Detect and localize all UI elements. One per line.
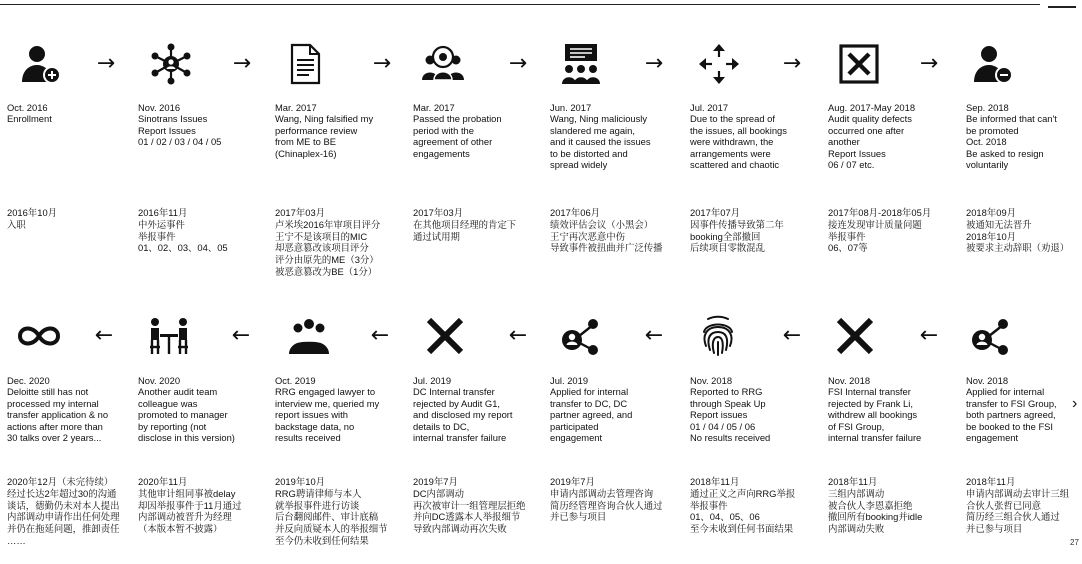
- share-user-icon: [969, 314, 1013, 358]
- event-cn-text: 2020年11月 其他审计组同事被delay 却因举报事件于11月通过 内部调动被晋升为经理 （本版本暂不披露）: [138, 476, 242, 535]
- event-cn-text: 2018年09月 被通知无法晋升 2018年10月 被要求主动辞职（劝退）: [966, 207, 1070, 254]
- event-en-text: Nov. 2018 Reported to RRG through Speak Up Report issues 01 / 04 / 05 / 06 No results received: [690, 375, 771, 444]
- arrow-left-icon: ←: [94, 323, 114, 348]
- audience-group-icon: [287, 314, 331, 358]
- arrow-left-icon: ←: [231, 323, 251, 348]
- scatter-arrows-icon: [697, 42, 741, 86]
- arrow-right-icon: →: [644, 51, 664, 76]
- infinity-icon: [17, 314, 61, 358]
- event-en-text: Jul. 2019 DC Internal transfer rejected by Audit G1, and disclosed my report details to DC, internal transfer failure: [413, 375, 513, 444]
- event-cn-text: 2017年03月 在其他项目经理的肯定下 通过试用期: [413, 207, 517, 242]
- event-en-text: Mar. 2017 Passed the probation period with the agreement of other engagements: [413, 102, 502, 159]
- fingerprint-icon: [696, 314, 740, 358]
- continue-mark: ›: [1072, 395, 1078, 412]
- event-cn-text: 2017年03月 卢米埃2016年审项目评分 王宁不是该项目的MIC 却恶意篡改该项目评分 评分由原先的ME（3分） 被恶意篡改为BE（1分）: [275, 207, 381, 277]
- event-en-text: Jul. 2017 Due to the spread of the issues, all bookings were withdrawn, the arrangements were scattered and chaotic: [690, 102, 787, 171]
- remove-user-icon: [971, 42, 1015, 86]
- event-cn-text: 2019年7月 DC内部调动 再次被审计一组管理层拒绝 并向DC透露本人举报细节 导致内部调动再次失败: [413, 476, 526, 535]
- presentation-group-icon: [559, 42, 603, 86]
- arrow-left-icon: ←: [508, 323, 528, 348]
- event-en-text: Oct. 2019 RRG engaged lawyer to interview me, queried my report issues with backstage data, no results received: [275, 375, 380, 444]
- event-en-text: Sep. 2018 Be informed that can't be promoted Oct. 2018 Be asked to resign voluntarily: [966, 102, 1057, 171]
- event-cn-text: 2017年07月 因事件传播导致第二年 booking全部撤回 后续项目零散混乱: [690, 207, 784, 254]
- event-cn-text: 2019年7月 申请内部调动去管理咨询 简历经管理咨询合伙人通过 并已参与项目: [550, 476, 663, 523]
- event-cn-text: 2018年11月 申请内部调动去审计三组 合伙人张哲已同意 简历经三组合伙人通过 并已参与项目: [966, 476, 1070, 535]
- event-cn-text: 2016年10月 入职: [7, 207, 58, 230]
- event-en-text: Jul. 2019 Applied for internal transfer to DC, DC partner agreed, and participated engagement: [550, 375, 633, 444]
- arrow-left-icon: ←: [782, 323, 802, 348]
- add-user-icon: [19, 42, 63, 86]
- arrow-left-icon: ←: [370, 323, 390, 348]
- arrow-right-icon: →: [232, 51, 252, 76]
- event-cn-text: 2020年12月（未完待续） 经过长达2年超过30的沟通 谈话，德勤仍未对本人提出 内部调动申请作出任何处理 并仍在拖延问题，推卸责任 ……: [7, 476, 120, 546]
- event-en-text: Nov. 2020 Another audit team colleague was promoted to manager by reporting (not disclose in this version): [138, 375, 235, 444]
- event-en-text: Mar. 2017 Wang, Ning falsified my performance review from ME to BE (Chinaplex-16): [275, 102, 374, 159]
- arrow-right-icon: →: [782, 51, 802, 76]
- top-rule: [0, 4, 1040, 5]
- event-en-text: Nov. 2016 Sinotrans Issues Report Issues 01 / 02 / 03 / 04 / 05: [138, 102, 222, 148]
- cross-mark-icon: [423, 314, 467, 358]
- event-en-text: Jun. 2017 Wang, Ning maliciously slandered me again, and it caused the issues to be distorted and spread widely: [550, 102, 651, 171]
- document-icon: [283, 42, 327, 86]
- share-user-icon: [559, 314, 603, 358]
- arrow-left-icon: ←: [644, 323, 664, 348]
- arrow-right-icon: →: [919, 51, 939, 76]
- top-corner-box: [1048, 0, 1076, 8]
- event-en-text: Dec. 2020 Deloitte still has not processed my internal transfer application & no actions after more than 30 talks over 2 years...: [7, 375, 109, 444]
- arrow-right-icon: →: [372, 51, 392, 76]
- event-en-text: Oct. 2016 Enrollment: [7, 102, 52, 125]
- page-number: 27: [1070, 538, 1079, 547]
- close-box-icon: [837, 42, 881, 86]
- event-cn-text: 2017年06月 绩效评估会议（小黑会） 王宁再次恶意中伤 导致事件被扭曲并广泛传播: [550, 207, 663, 254]
- event-en-text: Nov. 2018 Applied for internal transfer to FSI Group, both partners agreed, be booked to the FSI engagement: [966, 375, 1057, 444]
- cross-mark-icon: [833, 314, 877, 358]
- event-en-text: Aug. 2017-May 2018 Audit quality defects occurred one after another Report Issues 06 / 07 etc.: [828, 102, 916, 171]
- arrow-right-icon: →: [96, 51, 116, 76]
- event-cn-text: 2017年08月-2018年05月 接连发现审计质量问题 举报事件 06、07等: [828, 207, 932, 254]
- network-hub-icon: [149, 42, 193, 86]
- team-meeting-icon: [421, 42, 465, 86]
- event-cn-text: 2019年10月 RRG聘请律师与本人 就举报事件进行访谈 后台翻阅邮件、审计底稿 并反向质疑本人的举报细节 至今仍未收到任何结果: [275, 476, 388, 546]
- interview-desk-icon: [147, 314, 191, 358]
- event-cn-text: 2018年11月 三组内部调动 被合伙人李恩嘉拒绝 撤回所有booking并idle 内部调动失败: [828, 476, 923, 535]
- event-en-text: Nov. 2018 FSI Internal transfer rejected by Frank Li, withdrew all bookings of FSI Group, internal transfer failure: [828, 375, 922, 444]
- arrow-right-icon: →: [508, 51, 528, 76]
- arrow-left-icon: ←: [919, 323, 939, 348]
- event-cn-text: 2016年11月 中外运事件 举报事件 01、02、03、04、05: [138, 207, 228, 254]
- event-cn-text: 2018年11月 通过正义之声向RRG举报 举报事件 01、04、05、06 至今未收到任何书面结果: [690, 476, 796, 535]
